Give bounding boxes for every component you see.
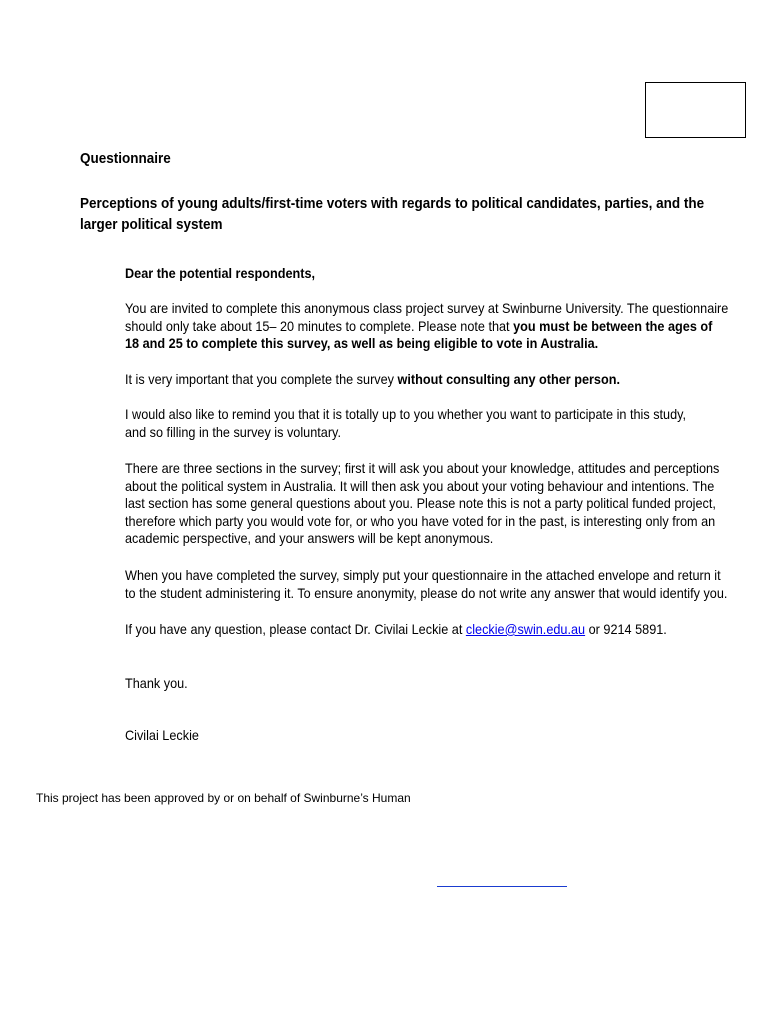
contact-paragraph (125, 621, 730, 639)
document-title: Perceptions of young adults/first-time voters with regards to political candidates, parties, and the larger political system (80, 195, 705, 233)
ethics-approval-note: This project has been approved by or on behalf of Swinburne’s Human (36, 791, 411, 805)
no-consulting-text: without consulting any other person. (397, 371, 620, 387)
respondent-id-box (645, 82, 746, 138)
voluntary-line-1: I would also like to remind you that it is totally up to you whether you want to participate in this study, (125, 406, 687, 422)
intro-text: You are invited to complete this anonymous class project survey at Swinburne University. The questionnaire should only take about 15– 20 minutes to complete. Please note that (125, 300, 729, 334)
return-paragraph: When you have completed the survey, simply put your questionnaire in the attached envelope and return it to the student administering it. To ensure anonymity, please do not write any answer that would identify you. (125, 567, 728, 601)
contact-email-link[interactable]: cleckie@swin.edu.au (465, 621, 586, 637)
voluntary-paragraph (125, 406, 730, 441)
contact-phone-text: or 9214 5891. (585, 621, 667, 637)
sections-paragraph: There are three sections in the survey; first it will ask you about your knowledge, attitudes and perceptions about the political system in Australia. It will then ask you about your voting behaviour and intentions. The last section has some general questions about you. Please note this is not a party political funded project, therefore which party you would vote for, or who you have voted for in the past, is interesting only from an academic perspective, and your answers will be kept anonymous. (125, 460, 720, 547)
age-requirement-text: you must be between the ages of 18 and 25 to complete this survey, as well as being eligible to vote in Australia. (125, 317, 713, 352)
instruction-paragraph (125, 371, 730, 389)
intro-paragraph (125, 300, 730, 353)
salutation: Dear the potential respondents, (125, 265, 316, 281)
voluntary-line-2: and so filling in the survey is voluntary. (125, 423, 341, 440)
instruction-text: It is very important that you complete the survey (125, 371, 398, 387)
signature: Civilai Leckie (125, 727, 199, 743)
underline-rule (437, 886, 567, 887)
section-label: Questionnaire (80, 150, 171, 167)
contact-text: If you have any question, please contact Dr. Civilai Leckie at (125, 621, 466, 637)
closing-text: Thank you. (125, 675, 188, 691)
